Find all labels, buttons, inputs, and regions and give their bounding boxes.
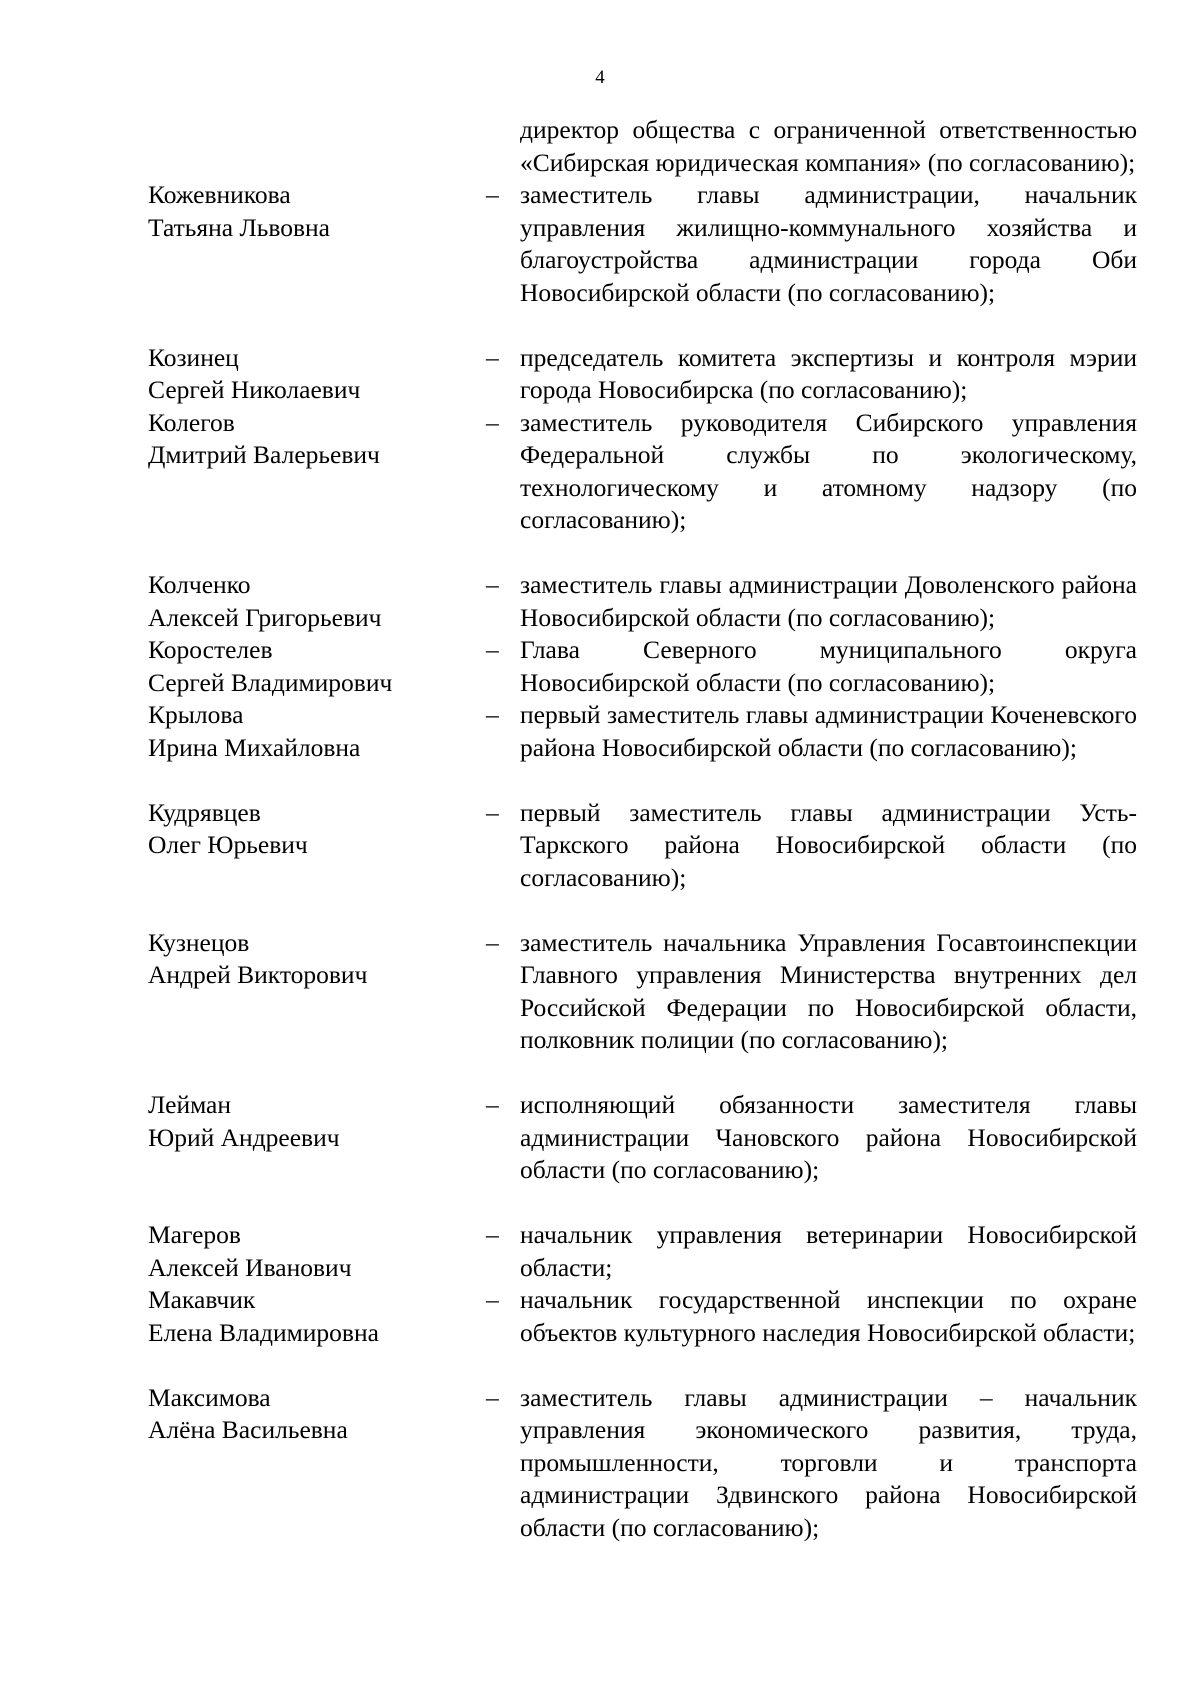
member-given-name: Дмитрий Валерьевич <box>148 440 380 469</box>
member-position: начальник управления ветеринарии Новосибирской области; <box>520 1220 1137 1282</box>
member-row <box>148 699 1138 764</box>
member-surname: Кожевникова <box>148 180 291 209</box>
member-given-name: Алексей Григорьевич <box>148 602 382 632</box>
member-surname: Кудрявцев <box>148 797 261 827</box>
dash: – <box>486 180 499 209</box>
member-position: заместитель начальника Управления Госавтоинспекции Главного управления Министерства внутренних дел Российской Федерации по Новосибирской области, полковник полиции (по согласованию); <box>520 927 1137 1054</box>
member-row <box>148 342 1138 407</box>
member-row <box>148 927 1138 1057</box>
member-position: заместитель руководителя Сибирского управления Федеральной службы по экологическому, технологическому и атомному надзору (по согласованию); <box>520 407 1137 534</box>
member-position: заместитель главы администрации Доволенского района Новосибирской области (по согласованию); <box>520 570 1137 632</box>
dash: – <box>486 570 499 599</box>
member-position: исполняющий обязанности заместителя главы администрации Чановского района Новосибирской области (по согласованию); <box>520 1090 1137 1184</box>
member-surname: Крылова <box>148 700 244 729</box>
member-position: первый заместитель главы администрации Усть-Таркского района Новосибирской области (по согласованию); <box>520 797 1137 892</box>
member-position: председатель комитета экспертизы и контроля мэрии города Новосибирска (по согласованию); <box>520 342 1137 404</box>
member-row <box>148 1382 1138 1545</box>
page-number: 4 <box>595 67 605 88</box>
member-given-name: Алексей Иванович <box>148 1252 352 1282</box>
member-given-name: Ирина Михайловна <box>148 732 361 762</box>
member-row <box>148 797 1138 895</box>
member-surname: Козинец <box>148 342 239 372</box>
dash: – <box>486 797 499 827</box>
member-position: заместитель главы администрации, начальник управления жилищно-коммунального хозяйства и благоустройства администрации города Оби Новосибирской области (по согласованию); <box>520 180 1137 307</box>
member-given-name: Алёна Васильевна <box>148 1415 348 1444</box>
dash: – <box>486 635 499 664</box>
intro-continuation-row <box>148 114 1138 179</box>
dash: – <box>486 1382 499 1412</box>
intro-continuation-text: директор общества с ограниченной ответственностью «Сибирская юридическая компания» (по согласованию); <box>520 115 1137 177</box>
member-position: первый заместитель главы администрации Коченевского района Новосибирской области (по согласованию); <box>520 700 1137 762</box>
commission-member-list <box>148 114 1138 1544</box>
member-surname: Колченко <box>148 570 251 599</box>
member-row <box>148 179 1138 309</box>
member-surname: Макавчик <box>148 1285 256 1314</box>
member-position: начальник государственной инспекции по охране объектов культурного наследия Новосибирской области; <box>520 1285 1137 1347</box>
member-given-name: Татьяна Львовна <box>148 212 330 242</box>
member-position: Глава Северного муниципального округа Новосибирской области (по согласованию); <box>520 635 1137 697</box>
member-surname: Максимова <box>148 1382 271 1412</box>
member-row <box>148 1219 1138 1284</box>
member-surname: Магеров <box>148 1220 241 1249</box>
member-row <box>148 1089 1138 1187</box>
dash: – <box>486 342 499 372</box>
member-row <box>148 407 1138 537</box>
dash: – <box>486 1090 499 1119</box>
member-given-name: Сергей Николаевич <box>148 375 361 404</box>
member-surname: Коростелев <box>148 635 273 664</box>
dash: – <box>486 1285 499 1314</box>
member-row <box>148 569 1138 634</box>
member-surname: Колегов <box>148 407 235 437</box>
member-given-name: Елена Владимировна <box>148 1317 379 1347</box>
member-given-name: Юрий Андреевич <box>148 1122 340 1152</box>
dash: – <box>486 927 499 957</box>
dash: – <box>486 407 499 437</box>
dash: – <box>486 1220 499 1249</box>
member-given-name: Сергей Владимирович <box>148 667 393 697</box>
member-given-name: Олег Юрьевич <box>148 830 308 859</box>
member-surname: Лейман <box>148 1090 232 1119</box>
member-position: заместитель главы администрации – начальник управления экономического развития, труда, промышленности, торговли и транспорта администрации Здвинского района Новосибирской области (по согласованию); <box>520 1382 1137 1542</box>
member-row <box>148 1284 1138 1349</box>
member-row <box>148 634 1138 699</box>
member-surname: Кузнецов <box>148 927 250 957</box>
dash: – <box>486 700 499 729</box>
member-given-name: Андрей Викторович <box>148 960 368 989</box>
